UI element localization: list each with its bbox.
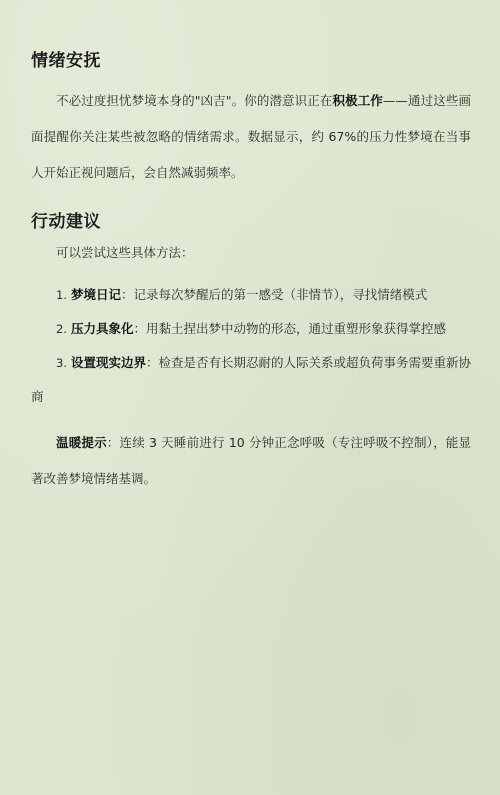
list-item-number: 1. bbox=[56, 288, 67, 302]
list-item-text: ：用黏土捏出梦中动物的形态，通过重塑形象获得掌控感 bbox=[133, 321, 446, 336]
tip-title: 温暖提示 bbox=[56, 435, 107, 450]
section-heading-emotion: 情绪安抚 bbox=[31, 51, 101, 71]
list-item-title: 压力具象化 bbox=[70, 321, 134, 336]
list-item bbox=[31, 312, 471, 346]
warm-tip bbox=[31, 425, 471, 497]
list-item bbox=[31, 346, 471, 414]
emotion-paragraph bbox=[31, 83, 471, 191]
list-item bbox=[31, 278, 471, 312]
list-item-number: 3. bbox=[56, 356, 67, 370]
action-intro: 可以尝试这些具体方法： bbox=[56, 245, 194, 260]
list-item-title: 梦境日记 bbox=[70, 287, 121, 302]
list-item-title: 设置现实边界 bbox=[70, 355, 146, 370]
action-list bbox=[31, 278, 471, 414]
para-text-1: 不必过度担忧梦境本身的 bbox=[56, 93, 195, 108]
para-text-2: 。你的潜意识正在 bbox=[231, 93, 333, 108]
list-item-text: ：检查是否有长期忍耐的人际关系或超负荷事务需要重新协商 bbox=[31, 355, 471, 404]
tip-text: ：连续 3 天睡前进行 10 分钟正念呼吸（专注呼吸不控制），能显著改善梦境情绪基调。 bbox=[31, 435, 471, 486]
para-bold-phrase: 积极工作 bbox=[332, 93, 383, 108]
section-heading-action: 行动建议 bbox=[31, 212, 101, 232]
list-item-text: ：记录每次梦醒后的第一感受（非情节），寻找情绪模式 bbox=[120, 287, 428, 302]
list-item-number: 2. bbox=[56, 322, 67, 336]
para-text-3: ——通过这些画面提醒你关注某些被忽略的情绪需求。数据显示，约 67%的压力性梦境在当事人开始正视问题后，会自然减弱频率。 bbox=[31, 93, 471, 180]
para-quote: "凶吉" bbox=[194, 93, 232, 108]
